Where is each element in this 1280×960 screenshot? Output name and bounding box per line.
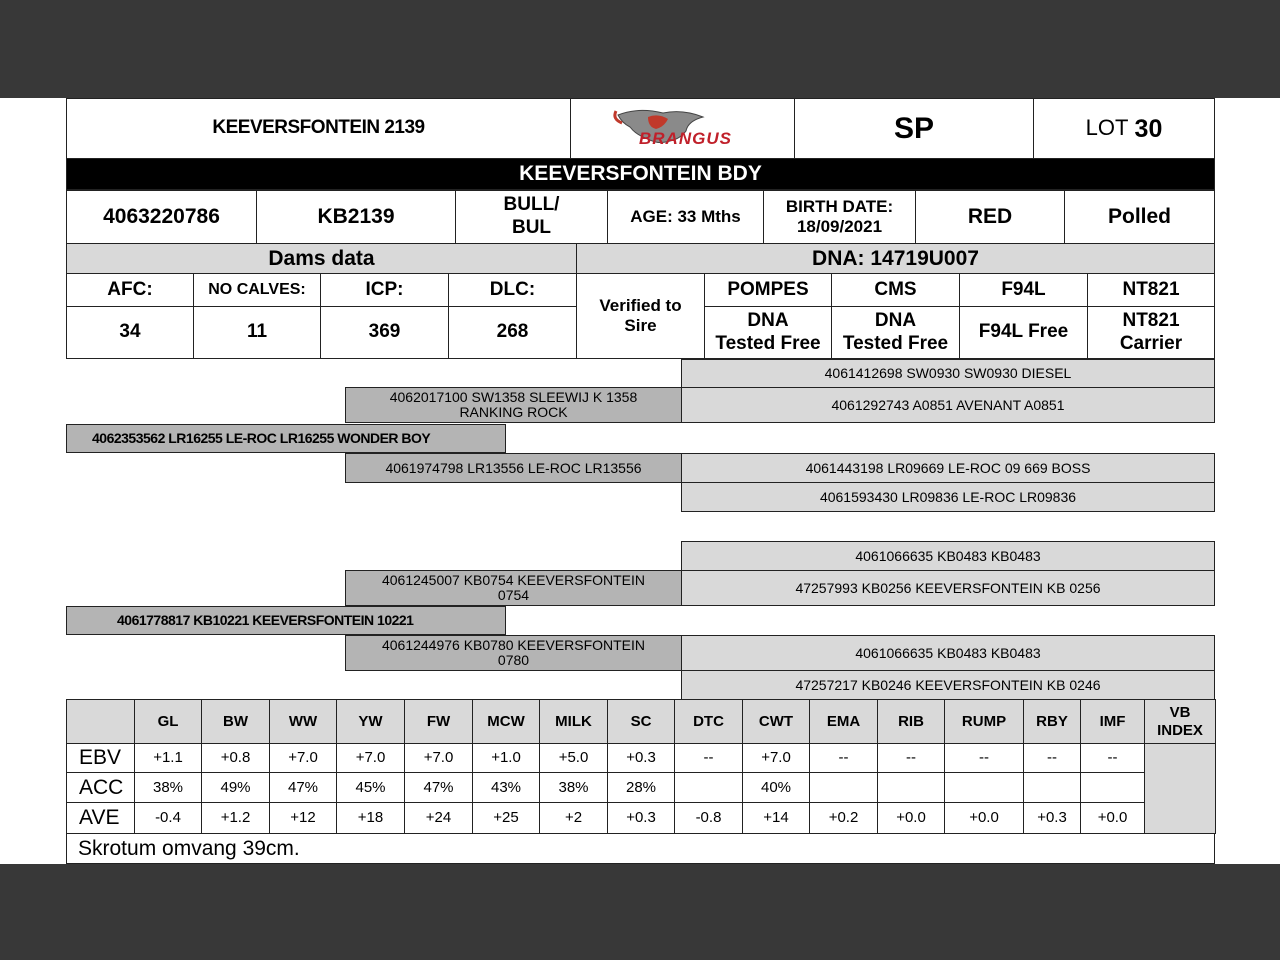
dna-test-pompes: POMPES [704,273,832,307]
sex-en: BULL/ [503,194,560,216]
ebv-value: +24 [404,802,473,834]
age: AGE: 33 Mths [607,190,764,244]
ebv-value [944,772,1024,803]
pedigree-dam-sire: 4061245007 KB0754 KEEVERSFONTEIN 0754 [345,570,682,606]
pedigree-sire-sire: 4062017100 SW1358 SLEEWIJ K 1358 RANKING ROCK [345,387,682,423]
ebv-value [877,772,945,803]
ebv-column-rby: RBY [1023,699,1081,744]
ebv-value: +0.0 [1080,802,1145,834]
ebv-value: -- [674,743,743,773]
ebv-value: +0.3 [607,802,675,834]
ebv-value: -- [809,743,878,773]
ebv-column-mcw: MCW [472,699,540,744]
ebv-column-sc: SC [607,699,675,744]
ebv-table [66,699,1215,834]
dams-value-dlc: 268 [448,306,577,359]
ebv-value: +0.3 [1023,802,1081,834]
dna-test-cms: CMS [831,273,960,307]
lot-card [0,98,1280,864]
ebv-value: -0.8 [674,802,743,834]
ebv-column-bw: BW [201,699,270,744]
ebv-value: +25 [472,802,540,834]
ebv-value: 38% [539,772,608,803]
birth-date-label: BIRTH DATE: [785,196,894,216]
ebv-column-ema: EMA [809,699,878,744]
ebv-value: 38% [134,772,202,803]
ebv-value: +2 [539,802,608,834]
animal-name: KEEVERSFONTEIN 2139 [66,98,571,159]
ebv-value: +0.0 [877,802,945,834]
ebv-value: +0.0 [944,802,1024,834]
ebv-column-ww: WW [269,699,337,744]
pedigree-sire-dam: 4061974798 LR13556 LE-ROC LR13556 [345,453,682,483]
pedigree-dsd: 47257993 KB0256 KEEVERSFONTEIN KB 0256 [681,570,1215,606]
ebv-value: +0.2 [809,802,878,834]
birth-date-value: 18/09/2021 [796,217,883,236]
vb-line2: INDEX [1157,721,1203,739]
ebv-value: 45% [336,772,405,803]
result-line2: Tested Free [842,332,949,354]
ebv-row-label-ebv: EBV [66,743,135,773]
result-line2: Tested Free [715,332,821,354]
pedigree-sire: 4062353562 LR16255 LE-ROC LR16255 WONDER BOY [66,424,506,453]
ebv-value [1023,772,1081,803]
breeder-name: KEEVERSFONTEIN BDY [66,158,1215,190]
pedigree-sds: 4061443198 LR09669 LE-ROC 09 669 BOSS [681,453,1215,483]
verified-line1: Verified to [599,295,682,315]
dams-data-title: Dams data [66,243,577,274]
ebv-column-fw: FW [404,699,473,744]
result-line1: NT821 [1122,309,1180,331]
dams-header-calves: NO CALVES: [193,273,321,307]
vb-index-value [1144,743,1216,834]
ebv-value: +5.0 [539,743,608,773]
logo-text: BRANGUS [639,129,732,148]
brangus-logo [570,98,795,159]
dams-value-afc: 34 [66,306,194,359]
ebv-value: -- [944,743,1024,773]
ebv-value: +0.3 [607,743,675,773]
sex [455,190,608,244]
pedigree-dam: 4061778817 KB10221 KEEVERSFONTEIN 10221 [66,606,506,635]
lot-value: 30 [1134,114,1163,143]
ident-number: KB2139 [256,190,456,244]
ebv-corner [66,699,135,744]
dna-test-f94l: F94L [959,273,1088,307]
ebv-column-milk: MILK [539,699,608,744]
result-line2: Carrier [1119,332,1183,354]
dna-title: DNA: 14719U007 [576,243,1215,274]
ebv-row-label-ave: AVE [66,802,135,834]
colour: RED [915,190,1065,244]
dams-header-dlc: DLC: [448,273,577,307]
ebv-value: 47% [269,772,337,803]
ebv-value: +0.8 [201,743,270,773]
ebv-value: -0.4 [134,802,202,834]
ebv-column-vb-index [1144,699,1216,744]
dna-test-nt821: NT821 [1087,273,1215,307]
lot-number [1033,98,1215,159]
ebv-column-imf: IMF [1080,699,1145,744]
note: Skrotum omvang 39cm. [66,833,1215,864]
ebv-value [809,772,878,803]
vb-line1: VB [1169,704,1191,722]
ebv-value: +7.0 [404,743,473,773]
verified-to-sire [576,273,705,359]
ebv-column-rump: RUMP [944,699,1024,744]
ebv-value: 47% [404,772,473,803]
ebv-value: +7.0 [269,743,337,773]
result-line1: DNA [874,309,917,331]
ebv-column-rib: RIB [877,699,945,744]
pedigree-ddd: 47257217 KB0246 KEEVERSFONTEIN KB 0246 [681,670,1215,700]
pedigree-dam-dam: 4061244976 KB0780 KEEVERSFONTEIN 0780 [345,635,682,671]
ebv-value: +7.0 [336,743,405,773]
sex-af: BUL [511,217,552,238]
ebv-value: +12 [269,802,337,834]
ebv-column-dtc: DTC [674,699,743,744]
dna-result-cms [831,306,960,359]
dams-value-calves: 11 [193,306,321,359]
ebv-value: +7.0 [742,743,810,773]
pedigree-ssd: 4061292743 A0851 AVENANT A0851 [681,387,1215,423]
dna-result-f94l: F94L Free [959,306,1088,359]
lot-label: LOT [1085,115,1129,141]
dna-result-nt821 [1087,306,1215,359]
pedigree-dds: 4061066635 KB0483 KB0483 [681,635,1215,671]
ebv-value: +14 [742,802,810,834]
ebv-value: +1.1 [134,743,202,773]
dna-result-pompes [704,306,832,359]
result-line1: DNA [747,309,789,331]
dams-header-icp: ICP: [320,273,449,307]
pedigree-dss: 4061066635 KB0483 KB0483 [681,541,1215,571]
pedigree-sdd: 4061593430 LR09836 LE-ROC LR09836 [681,482,1215,512]
ebv-value: 28% [607,772,675,803]
ebv-value: -- [1080,743,1145,773]
horn-status: Polled [1064,190,1215,244]
ebv-value: 40% [742,772,810,803]
ebv-value: -- [1023,743,1081,773]
ebv-value [1080,772,1145,803]
ebv-value: 43% [472,772,540,803]
dams-header-afc: AFC: [66,273,194,307]
ebv-column-yw: YW [336,699,405,744]
ebv-value: +18 [336,802,405,834]
ebv-value: -- [877,743,945,773]
ebv-value: +1.2 [201,802,270,834]
birth-date [763,190,916,244]
ebv-value: +1.0 [472,743,540,773]
dams-value-icp: 369 [320,306,449,359]
verified-line2: Sire [624,316,657,335]
ebv-value [674,772,743,803]
pedigree-sss: 4061412698 SW0930 SW0930 DIESEL [681,359,1215,388]
registration-number: 4063220786 [66,190,257,244]
ebv-value: 49% [201,772,270,803]
grade: SP [794,98,1034,159]
ebv-column-cwt: CWT [742,699,810,744]
ebv-column-gl: GL [134,699,202,744]
ebv-row-label-acc: ACC [66,772,135,803]
